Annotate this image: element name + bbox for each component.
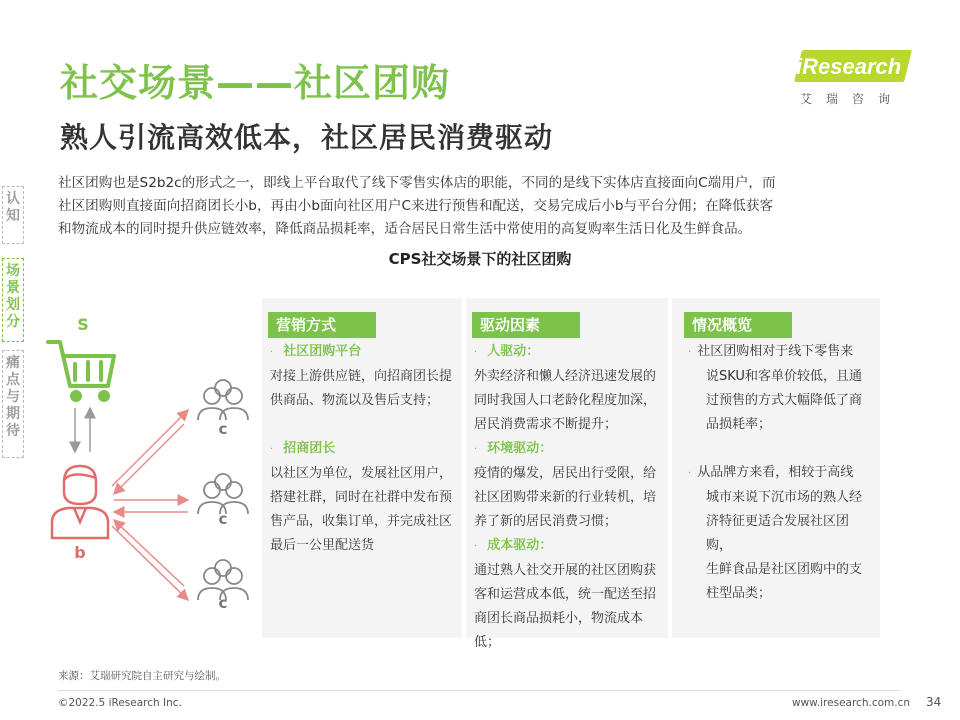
column-header: 驱动因素 bbox=[472, 312, 580, 338]
flow-diagram bbox=[30, 300, 265, 630]
section-heading: 人驱动： bbox=[487, 344, 540, 359]
c-group-icon bbox=[198, 380, 248, 420]
body-line: 最后一公里配送货 bbox=[270, 538, 375, 553]
body-line: 从品牌方来看，相较于高线 bbox=[697, 465, 854, 480]
body-line: 通过熟人社交开展的社区团购获 bbox=[474, 563, 657, 578]
body-line: 外卖经济和懒人经济迅速发展的 bbox=[474, 369, 657, 384]
body-line: 生鲜食品是社区团购中的支 bbox=[706, 562, 863, 577]
c-label: c bbox=[218, 594, 228, 612]
body-line: 城市来说下沉市场的熟人经 bbox=[706, 490, 863, 505]
body-line: 过预售的方式大幅降低了商 bbox=[706, 393, 863, 408]
column-body: · 社区团购相对于线下零售来 说SKU和客单价较低，且通 过预售的方式大幅降低了商 品损耗率； · 从品牌方来看，相较于高线 城市来说下沉市场的熟人经 济特征更适合发展社区团购， 生鲜食品是社区团购中的支 柱型品类； bbox=[672, 338, 880, 606]
logo-sub: 艾瑞咨询 bbox=[800, 92, 905, 106]
column-header: 情况概览 bbox=[684, 312, 792, 338]
body-line: 社区团购带来新的行业转机，培 bbox=[474, 490, 657, 505]
body-line: 柱型品类； bbox=[706, 586, 772, 601]
iresearch-logo bbox=[790, 48, 915, 110]
intro-line: 社区团购也是S2b2c的形式之一，即线上平台取代了线下零售实体店的职能，不同的是线下实体店直接面向C端用户，而 bbox=[58, 175, 776, 191]
source-note: 来源：艾瑞研究院自主研究与绘制。 bbox=[58, 670, 226, 682]
intro-paragraph bbox=[58, 172, 908, 241]
body-line: 售产品，收集订单，并完成社区 bbox=[270, 514, 453, 529]
body-line: 客和运营成本低，统一配送至招 bbox=[474, 587, 657, 602]
side-nav-item-cognition[interactable]: 认 知 bbox=[2, 186, 24, 244]
column-body: · 社区团购平台 对接上游供应链，向招商团长提 供商品、物流以及售后支持； · 招商团长 以社区为单位，发展社区用户， 搭建社群，同时在社群中发布预 售产品，收集订单，并完成社区 最后一公里配送货 bbox=[262, 338, 462, 558]
body-line: 以社区为单位，发展社区用户， bbox=[270, 466, 453, 481]
body-line: 疫情的爆发，居民出行受限，给 bbox=[474, 466, 657, 481]
intro-line: 和物流成本的同时提升供应链效率，降低商品损耗率，适合居民日常生活中常使用的高复购率生活日化及生鲜食品。 bbox=[58, 221, 752, 237]
body-line: 品损耗率； bbox=[706, 417, 772, 432]
column-drivers bbox=[466, 298, 668, 650]
c-group-icon bbox=[198, 474, 248, 514]
website-link[interactable]: www.iresearch.com.cn bbox=[792, 697, 911, 709]
section-heading: 社区团购平台 bbox=[283, 344, 362, 359]
section-heading: 招商团长 bbox=[283, 441, 336, 456]
body-line: 供商品、物流以及售后支持； bbox=[270, 393, 440, 408]
column-marketing bbox=[262, 298, 462, 638]
arrow-c1-to-b bbox=[114, 424, 184, 494]
body-line: 商团长商品损耗小，物流成本低； bbox=[474, 611, 644, 650]
arrow-b-to-c3 bbox=[112, 526, 188, 600]
body-line: 同时我国人口老龄化程度加深， bbox=[474, 393, 657, 408]
side-nav-item-scenario[interactable]: 场 景 划 分 bbox=[2, 258, 24, 342]
arrow-c3-to-b bbox=[114, 520, 184, 586]
b-label: b bbox=[74, 543, 86, 562]
side-nav-item-pain-points[interactable]: 痛 点 与 期 待 bbox=[2, 350, 24, 458]
page-subtitle: 熟人引流高效低本，社区居民消费驱动 bbox=[60, 121, 554, 154]
logo-brand: iResearch bbox=[796, 54, 902, 79]
body-line: 济特征更适合发展社区团购， bbox=[706, 514, 850, 553]
body-line: 养了新的居民消费习惯； bbox=[474, 514, 618, 529]
column-overview bbox=[672, 298, 880, 638]
c-label: c bbox=[218, 510, 228, 528]
arrow-b-to-c1 bbox=[112, 410, 188, 486]
section-heading: 成本驱动： bbox=[487, 538, 553, 553]
body-line: 对接上游供应链，向招商团长提 bbox=[270, 369, 453, 384]
page-number: 34 bbox=[926, 695, 942, 709]
body-line: 说SKU和客单价较低，且通 bbox=[706, 369, 862, 384]
diagram-title: CPS社交场景下的社区团购 bbox=[388, 250, 572, 268]
shopping-cart-icon bbox=[48, 342, 114, 400]
page-title: 社交场景——社区团购 bbox=[60, 61, 451, 105]
intro-line: 社区团购则直接面向招商团长小b，再由小b面向社区用户C来进行预售和配送，交易完成后小b与平台分佣；在降低获客 bbox=[58, 198, 774, 214]
body-line: 居民消费需求不断提升； bbox=[474, 417, 618, 432]
c-label: c bbox=[218, 420, 228, 438]
column-body: · 人驱动： 外卖经济和懒人经济迅速发展的 同时我国人口老龄化程度加深， 居民消费需求不断提升； · 环境驱动： 疫情的爆发，居民出行受限，给 社区团购带来新的行业转机，培 养了新的居民消费习惯； · 成本驱动： 通过熟人社交开展的社区团购获 客和运营成本低，统一配送至招 商团长商品损耗小，物流成本低； bbox=[466, 338, 668, 655]
copyright: ©2022.5 iResearch Inc. bbox=[58, 697, 182, 709]
footer-divider bbox=[58, 690, 900, 691]
body-line: 社区团购相对于线下零售来 bbox=[697, 344, 854, 359]
section-heading: 环境驱动： bbox=[487, 441, 553, 456]
b-person-icon bbox=[52, 466, 108, 538]
s-label: S bbox=[77, 315, 89, 334]
body-line: 搭建社群，同时在社群中发布预 bbox=[270, 490, 453, 505]
column-header: 营销方式 bbox=[268, 312, 376, 338]
